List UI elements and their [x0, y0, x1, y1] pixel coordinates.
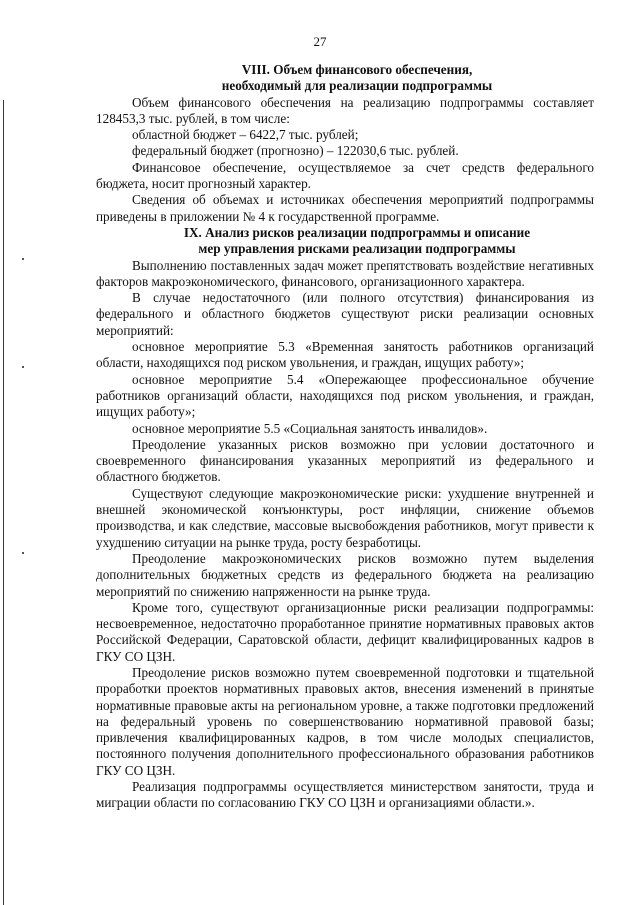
paragraph: Реализация подпрограммы осуществляется министерством занятости, труда и миграции области по согласованию ГКУ СО ЦЗН и организациями области.».: [96, 779, 594, 811]
paragraph: Финансовое обеспечение, осуществляемое за счет средств федерального бюджета, носит прогнозный характер.: [96, 159, 594, 192]
section-9-title-line: IX. Анализ рисков реализации подпрограммы и описание: [183, 224, 531, 240]
scan-mark: [22, 366, 24, 368]
section-8-title-line: необходимый для реализации подпрограммы: [221, 78, 493, 94]
paragraph: Преодоление макроэкономических рисков возможно путем выделения дополнительных бюджетных средств из федерального бюджета на реализацию мероприятий по снижению напряженности на рынке труда.: [96, 550, 594, 599]
section-9-title-line: мер управления рисками реализации подпрограммы: [198, 241, 516, 257]
paragraph: Выполнению поставленных задач может препятствовать воздействие негативных факторов макроэкономического, финансового, организационного характера.: [96, 257, 594, 289]
document-body: [96, 62, 594, 812]
paragraph: Преодоление указанных рисков возможно при условии достаточного и своевременного финансирования указанных мероприятий из федерального и областного бюджетов.: [96, 436, 594, 485]
paragraph: основное мероприятие 5.3 «Временная занятость работников организаций области, находящихся под риском увольнения, и граждан, ищущих работу»;: [96, 339, 594, 371]
section-8-title-line: VIII. Объем финансового обеспечения,: [241, 62, 473, 77]
paragraph: основное мероприятие 5.5 «Социальная занятость инвалидов».: [132, 420, 488, 436]
paragraph: Сведения об объемах и источниках обеспечения мероприятий подпрограммы приведены в приложении № 4 к государственной программе.: [96, 192, 594, 224]
scan-mark: [22, 552, 24, 554]
paragraph: областной бюджет – 6422,7 тыс. рублей;: [132, 127, 359, 143]
section-9-title: [96, 225, 594, 258]
paragraph: федеральный бюджет (прогнозно) – 122030,6 тыс. рублей.: [132, 143, 459, 159]
page-number: 27: [313, 34, 327, 49]
paragraph: Кроме того, существуют организационные риски реализации подпрограммы: несвоевременное, недостаточно проработанное принятие нормативных правовых актов Российской Федерации, Саратовской области, дефицит квалифицированных кадров в ГКУ СО ЦЗН.: [96, 599, 594, 664]
paragraph: Преодоление рисков возможно путем своевременной подготовки и тщательной проработки проектов нормативных правовых актов, внесения изменений в принятые нормативные правовые акты на региональном уровне, а также подготовки предложений на федеральный уровень по совершенствованию нормативной правовой базы; привлечения квалифицированных кадров, в том числе молодых специалистов, постоянного получения дополнительного профессионального образования работников ГКУ СО ЦЗН.: [96, 664, 594, 778]
section-8-title: [96, 62, 594, 95]
paragraph: основное мероприятие 5.4 «Опережающее профессиональное обучение работников организаций области, находящихся под риском увольнения, и граждан, ищущих работу»;: [96, 371, 594, 420]
paragraph: Объем финансового обеспечения на реализацию подпрограммы составляет 128453,3 тыс. рублей, в том числе:: [96, 94, 594, 126]
paragraph: Существуют следующие макроэкономические риски: ухудшение внутренней и внешней экономической конъюнктуры, рост инфляции, снижение объемов производства, и как следствие, массовые высвобождения работников, могут привести к ухудшению ситуации на рынке труда, росту безработицы.: [96, 485, 594, 550]
paragraph: В случае недостаточного (или полного отсутствия) финансирования из федерального и областного бюджетов существуют риски реализации основных мероприятий:: [96, 290, 594, 338]
scan-edge-line: [3, 100, 4, 905]
scan-mark: [22, 258, 24, 260]
